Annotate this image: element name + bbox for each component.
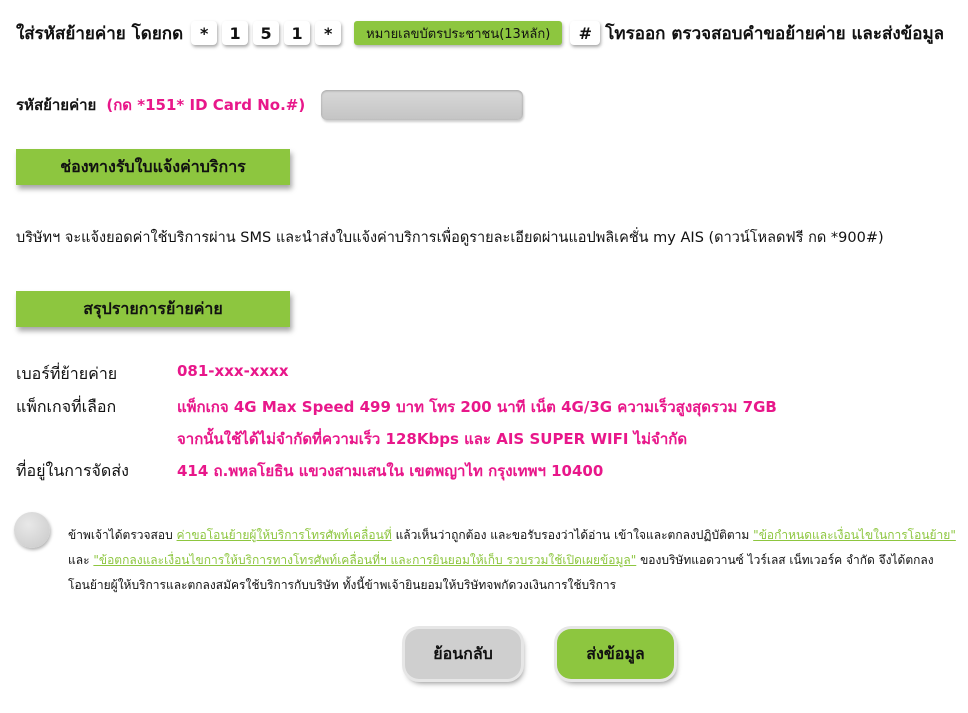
package-value-line2: จากนั้นใช้ได้ไม่จำกัดที่ความเร็ว 128Kbps และ AIS SUPER WIFI ไม่จำกัด	[177, 430, 688, 448]
back-button[interactable]: ย้อนกลับ	[405, 629, 521, 679]
consent-text	[68, 523, 958, 598]
key-1: 1	[222, 21, 248, 45]
package-value-line1: แพ็กเกจ 4G Max Speed 499 บาท โทร 200 นาที เน็ต 4G/3G ความเร็วสูงสุดรวม 7GB	[177, 398, 777, 416]
billing-channel-header: ช่องทางรับใบแจ้งค่าบริการ	[16, 149, 290, 185]
key-5: 5	[253, 21, 279, 45]
consent-text-part: แล้วเห็นว่าถูกต้อง และขอรับรองว่าได้อ่าน เข้าใจและตกลงปฏิบัติตาม	[395, 528, 750, 542]
billing-channel-text: บริษัทฯ จะแจ้งยอดค่าใช้บริการผ่าน SMS และนำส่งใบแจ้งค่าบริการเพื่อดูรายละเอียดผ่านแอปพลิเคชั่น my AIS (ดาวน์โหลดฟรี กด *900#)	[16, 230, 884, 246]
package-label: แพ็กเกจที่เลือก	[16, 397, 117, 416]
id-card-number-pill: หมายเลขบัตรประชาชน(13หลัก)	[354, 21, 562, 45]
number-value: 081-xxx-xxxx	[177, 362, 289, 380]
porting-request-link[interactable]: ค่าขอโอนย้ายผู้ให้บริการโทรศัพท์เคลื่อนที่	[176, 528, 392, 542]
submit-button[interactable]: ส่งข้อมูล	[557, 629, 674, 679]
consent-text-part: โอนย้ายผู้ให้บริการและตกลงสมัครใช้บริการกับบริษัท ทั้งนี้ข้าพเจ้ายินยอมให้บริษัทจพกัดวงเงินการใช้บริการ	[68, 578, 617, 592]
port-code-hint: (กด *151* ID Card No.#)	[106, 96, 306, 114]
number-label: เบอร์ที่ย้ายค่าย	[16, 364, 118, 383]
address-label: ที่อยู่ในการจัดส่ง	[16, 461, 129, 480]
port-code-label: รหัสย้ายค่าย	[16, 96, 97, 114]
instruction-suffix: โทรออก ตรวจสอบคำขอย้ายค่าย และส่งข้อมูล	[605, 23, 945, 44]
dial-keys	[191, 21, 346, 45]
port-code-input[interactable]	[321, 90, 523, 120]
summary-header: สรุปรายการย้ายค่าย	[16, 291, 290, 327]
consent-text-part: ของบริษัทแอดวานซ์ ไวร์เลส เน็ทเวอร์ค จำกัด จึงได้ตกลง	[640, 553, 934, 567]
address-value: 414 ถ.พหลโยธิน แขวงสามเสนใน เขตพญาไท กรุงเทพฯ 10400	[177, 462, 604, 480]
porting-terms-link[interactable]: "ข้อกำหนดและเงื่อนไขในการโอนย้าย"	[753, 528, 956, 542]
consent-text-part: ข้าพเจ้าได้ตรวจสอบ	[68, 528, 173, 542]
service-terms-link[interactable]: "ข้อตกลงและเงื่อนไขการให้บริการทางโทรศัพท์เคลื่อนที่ฯ และการยินยอมให้เก็บ รวบรวมใช้เปิดเผยข้อมูล"	[93, 553, 637, 567]
port-code-row	[16, 90, 523, 120]
key-star: *	[191, 21, 217, 45]
key-1: 1	[284, 21, 310, 45]
dial-instruction	[16, 18, 952, 48]
key-star: *	[315, 21, 341, 45]
instruction-prefix: ใส่รหัสย้ายค่าย โดยกด	[16, 23, 184, 44]
consent-text-part: และ	[68, 553, 90, 567]
consent-radio[interactable]	[14, 512, 50, 548]
key-hash: #	[570, 21, 600, 45]
